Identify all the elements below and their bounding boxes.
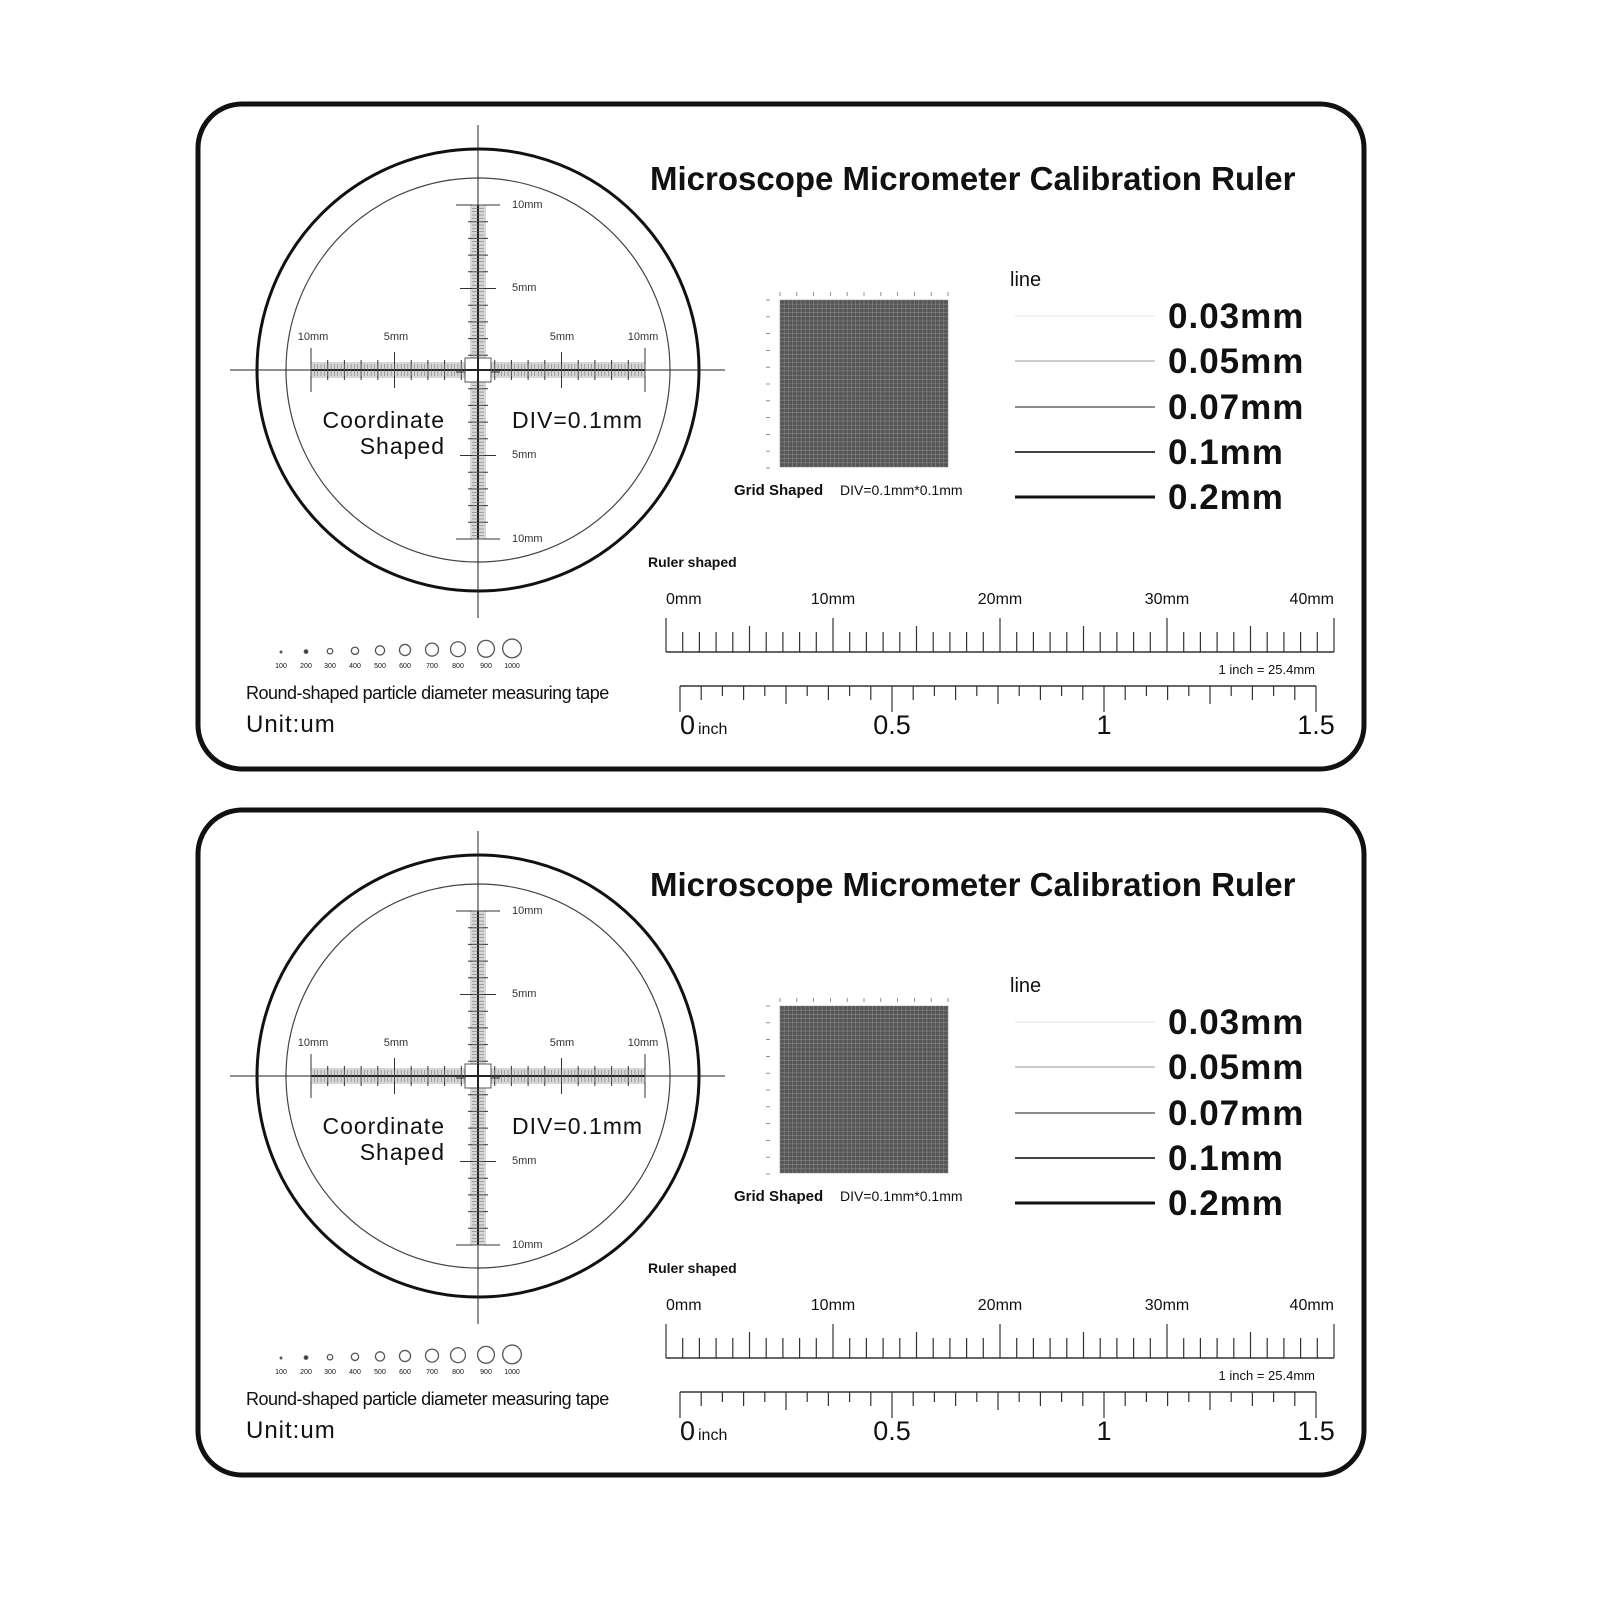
grid-pattern xyxy=(766,998,948,1174)
inch-label: 0 xyxy=(680,710,696,740)
grid-pattern xyxy=(766,292,948,468)
h-scale-label: 5mm xyxy=(549,1037,575,1049)
particle-size-label: 400 xyxy=(349,1369,361,1376)
mm-label: 10mm xyxy=(810,1297,856,1314)
particle-size-label: 600 xyxy=(399,1369,411,1376)
line-width-label: 0.03mm xyxy=(1168,297,1305,336)
coordinate-label-2: Shaped xyxy=(359,1139,445,1165)
particle-size-label: 400 xyxy=(349,663,361,670)
inch-label: 0.5 xyxy=(873,710,911,740)
h-scale-label: 5mm xyxy=(549,331,575,343)
particle-caption: Round-shaped particle diameter measuring tape xyxy=(246,1389,609,1409)
line-width-label: 0.03mm xyxy=(1168,1003,1305,1042)
particle-size-label: 500 xyxy=(374,663,386,670)
line-heading: line xyxy=(1010,269,1042,291)
v-scale-label: 10mm xyxy=(512,1239,543,1251)
inch-label: 1 xyxy=(1096,1416,1112,1446)
particle-size-label: 800 xyxy=(452,663,464,670)
unit-label: Unit:um xyxy=(246,1417,336,1444)
v-scale-label: 10mm xyxy=(512,905,543,917)
particle-size-label: 800 xyxy=(452,1369,464,1376)
particle-circle xyxy=(304,1356,308,1360)
particle-size-label: 300 xyxy=(324,663,336,670)
h-scale-label: 10mm xyxy=(297,331,329,343)
v-scale-label: 10mm xyxy=(512,533,543,545)
mm-label: 20mm xyxy=(977,1297,1023,1314)
line-width-label: 0.1mm xyxy=(1168,1139,1284,1178)
inch-label: 1 xyxy=(1096,710,1112,740)
line-width-label: 0.2mm xyxy=(1168,1184,1284,1223)
inch-label: 0.5 xyxy=(873,1416,911,1446)
coordinate-label: Coordinate xyxy=(322,1113,445,1139)
particle-circle xyxy=(280,1357,282,1359)
h-scale-label: 10mm xyxy=(627,331,659,343)
calibration-card xyxy=(190,802,1380,1492)
calibration-card xyxy=(190,96,1380,786)
particle-size-label: 500 xyxy=(374,1369,386,1376)
particle-size-label: 900 xyxy=(480,1369,492,1376)
inch-conversion: 1 inch = 25.4mm xyxy=(1218,662,1315,677)
v-scale-label: 5mm xyxy=(512,282,537,294)
line-width-label: 0.07mm xyxy=(1168,388,1305,427)
particle-circle xyxy=(280,651,282,653)
line-width-label: 0.07mm xyxy=(1168,1094,1305,1133)
unit-label: Unit:um xyxy=(246,711,336,738)
line-width-label: 0.05mm xyxy=(1168,342,1305,381)
mm-label: 30mm xyxy=(1144,1297,1190,1314)
h-scale-label: 5mm xyxy=(383,1037,409,1049)
coordinate-div: DIV=0.1mm xyxy=(512,407,644,433)
grid-label: Grid Shaped xyxy=(734,482,824,499)
line-width-label: 0.2mm xyxy=(1168,478,1284,517)
v-scale-label: 5mm xyxy=(512,1155,537,1167)
mm-label: 0mm xyxy=(666,1297,702,1314)
v-scale-label: 5mm xyxy=(512,449,537,461)
h-scale-label: 5mm xyxy=(383,331,409,343)
particle-size-label: 1000 xyxy=(504,663,520,670)
v-scale-label: 10mm xyxy=(512,199,543,211)
inch-label: 1.5 xyxy=(1297,1416,1335,1446)
particle-size-label: 200 xyxy=(300,1369,312,1376)
grid-div: DIV=0.1mm*0.1mm xyxy=(840,1188,963,1204)
particle-size-label: 200 xyxy=(300,663,312,670)
coordinate-div: DIV=0.1mm xyxy=(512,1113,644,1139)
particle-caption: Round-shaped particle diameter measuring tape xyxy=(246,683,609,703)
particle-size-label: 700 xyxy=(426,663,438,670)
page-title: Microscope Micrometer Calibration Ruler xyxy=(650,160,1296,197)
h-scale-label: 10mm xyxy=(297,1037,329,1049)
particle-size-label: 300 xyxy=(324,1369,336,1376)
particle-size-label: 1000 xyxy=(504,1369,520,1376)
inch-unit: inch xyxy=(698,1427,728,1444)
mm-label: 20mm xyxy=(977,591,1023,608)
coordinate-label: Coordinate xyxy=(322,407,445,433)
particle-size-label: 600 xyxy=(399,663,411,670)
ruler-label: Ruler shaped xyxy=(648,554,737,570)
coordinate-label-2: Shaped xyxy=(359,433,445,459)
v-scale-label: 5mm xyxy=(512,988,537,1000)
inch-label: 1.5 xyxy=(1297,710,1335,740)
inch-unit: inch xyxy=(698,721,728,738)
mm-label: 40mm xyxy=(1289,591,1334,608)
line-heading: line xyxy=(1010,975,1042,997)
grid-label: Grid Shaped xyxy=(734,1188,824,1205)
particle-size-label: 700 xyxy=(426,1369,438,1376)
particle-size-label: 100 xyxy=(275,1369,287,1376)
ruler-label: Ruler shaped xyxy=(648,1260,737,1276)
line-width-label: 0.05mm xyxy=(1168,1048,1305,1087)
grid-div: DIV=0.1mm*0.1mm xyxy=(840,482,963,498)
inch-label: 0 xyxy=(680,1416,696,1446)
line-width-label: 0.1mm xyxy=(1168,433,1284,472)
inch-conversion: 1 inch = 25.4mm xyxy=(1218,1368,1315,1383)
particle-size-label: 900 xyxy=(480,663,492,670)
mm-label: 10mm xyxy=(810,591,856,608)
particle-circle xyxy=(304,650,308,654)
mm-label: 0mm xyxy=(666,591,702,608)
mm-label: 40mm xyxy=(1289,1297,1334,1314)
h-scale-label: 10mm xyxy=(627,1037,659,1049)
particle-size-label: 100 xyxy=(275,663,287,670)
page-title: Microscope Micrometer Calibration Ruler xyxy=(650,866,1296,903)
mm-label: 30mm xyxy=(1144,591,1190,608)
